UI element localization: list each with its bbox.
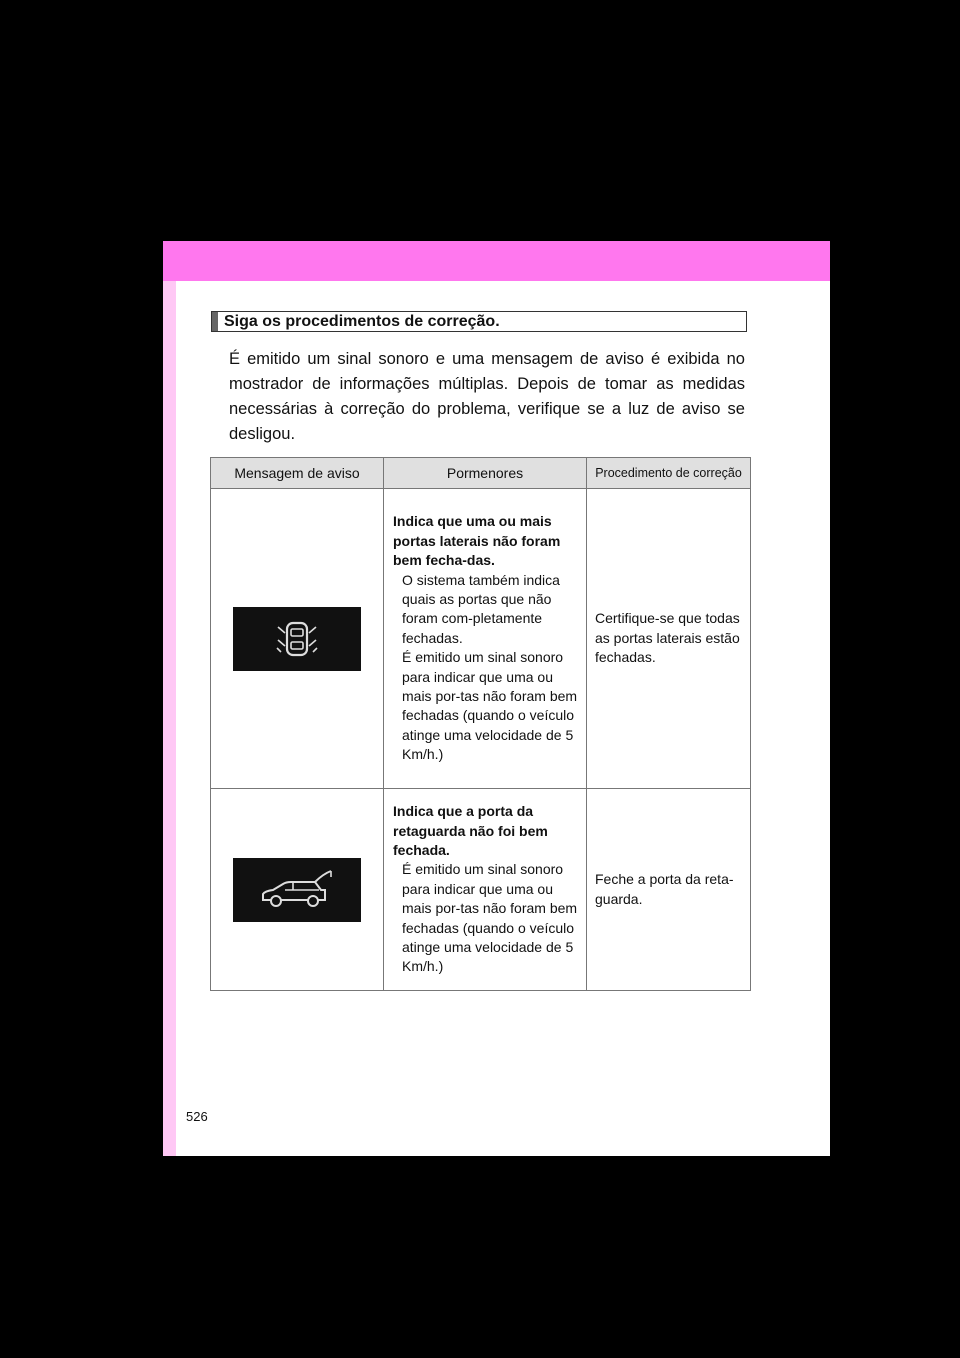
header-warning-message: Mensagem de aviso: [211, 458, 384, 489]
details-title: Indica que uma ou mais portas laterais não foram bem fecha-das.: [393, 513, 561, 569]
table-header-row: [211, 458, 751, 489]
back-door-open-icon: [233, 858, 361, 922]
manual-page: [163, 241, 830, 1156]
header-procedure: Procedimento de correção: [587, 458, 751, 489]
details-cell: [384, 489, 587, 789]
warning-image-cell: [211, 789, 384, 991]
table-row: [211, 789, 751, 991]
table-row: [211, 489, 751, 789]
intro-paragraph: É emitido um sinal sonoro e uma mensagem de aviso é exibida no mostrador de informações múltiplas. Depois de tomar as medidas necessárias à correção do problema, verifique se a luz de aviso se desligou.: [229, 350, 745, 443]
side-door-open-icon: [233, 607, 361, 671]
section-title: Siga os procedimentos de correção.: [211, 311, 747, 332]
procedure-cell: Feche a porta da reta-guarda.: [587, 789, 751, 991]
page-side-strip: [163, 281, 176, 1156]
procedure-cell: Certifique-se que todas as portas laterais estão fechadas.: [587, 489, 751, 789]
page-header-bar: [163, 241, 830, 281]
details-title: Indica que a porta da retaguarda não foi bem fechada.: [393, 803, 548, 858]
details-cell: [384, 789, 587, 991]
header-details: Pormenores: [384, 458, 587, 489]
details-text: O sistema também indica quais as portas que não foram com-pletamente fechadas.: [402, 571, 560, 646]
warning-table: [210, 457, 751, 991]
page-number: 526: [186, 1109, 208, 1124]
warning-image-cell: [211, 489, 384, 789]
details-text: É emitido um sinal sonoro para indicar que uma ou mais por-tas não foram bem fechadas (quando o veículo atinge uma velocidade de 5 Km/h.): [402, 861, 578, 975]
details-text: É emitido um sinal sonoro para indicar que uma ou mais por-tas não foram bem fechadas (quando o veículo atinge uma velocidade de 5 Km/h.): [402, 649, 578, 763]
